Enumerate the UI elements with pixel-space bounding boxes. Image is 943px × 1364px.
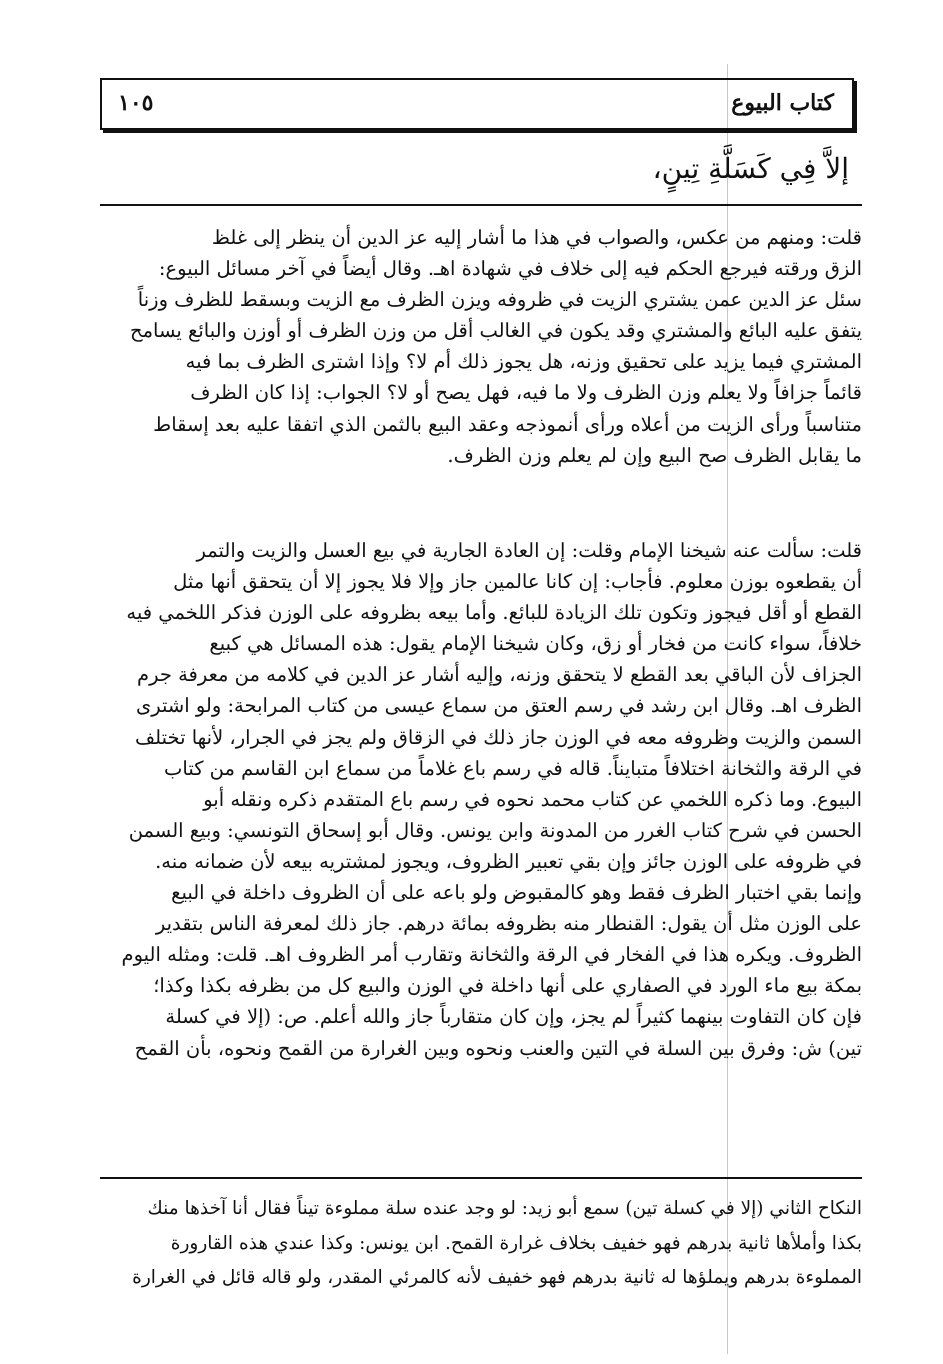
text-line: فإن كان التفاوت بينهما كثيراً لم يجز، وإن كان متقارباً جاز والله أعلم. ص: (إلا في كسلة (165, 1005, 862, 1029)
text-line: الزق ورقته فيرجع الحكم فيه إلى خلاف في شهادة اهـ. وقال أيضاً في آخر مسائل البيوع: (158, 257, 862, 281)
text-line: على الوزن مثل أن يقول: القنطار منه بظروفه بمائة درهم. جاز ذلك لمعرفة الناس بتقدير (155, 912, 862, 936)
footnote (100, 1192, 862, 1296)
page-number: ١٠٥ (118, 90, 154, 116)
text-line: الجزاف لأن الباقي بعد القطع لا يتحقق وزنه، وإليه أشار عز الدين في كلامه من معرفة جرم (137, 663, 862, 687)
text-line: سئل عز الدين عمن يشتري الزيت في ظروفه ويزن الظرف مع الزيت وبسقط للظرف وزناً (137, 288, 862, 312)
text-line: تين) ش: وفرق بين السلة في التين والعنب ونحوه وبين الغرارة من القمح ونحوه، بأن القمح (134, 1036, 862, 1060)
text-line: خلافاً، سواء كانت من فخار أو زق، وكان شيخنا الإمام يقول: هذه المسائل هي كبيع (209, 632, 862, 656)
text-line: قائماً جزافاً ولا يعلم وزن الظرف ولا ما فيه، فهل يصح أو لا؟ الجواب: إذا كان الظرف (190, 381, 862, 405)
text-line: الظرف اهـ. وقال ابن رشد في رسم العتق من سماع عيسى من كتاب المرابحة: ولو اشترى (135, 694, 862, 718)
text-line: المشتري فيما يزيد على تحقيق وزنه، هل يجوز ذلك أم لا؟ وإذا اشترى الظرف بما فيه (185, 350, 862, 374)
chapter-title: كتاب البيوع (731, 90, 834, 116)
footnote-line: بكذا وأملأها ثانية بدرهم فهو خفيف بخلاف غرارة القمح. ابن يونس: وكذا عندي هذه القارورة (170, 1232, 862, 1254)
text-line: قلت: سألت عنه شيخنا الإمام وقلت: إن العادة الجارية في بيع العسل والزيت والتمر (196, 539, 862, 562)
text-line: الظروف. ويكره هذا في الفخار في الرقة والثخانة وتقارب أمر الظروف اهـ. قلت: ومثله اليوم (121, 943, 862, 967)
commentary-paragraph-1 (100, 222, 862, 471)
commentary-paragraph-2 (100, 535, 862, 1064)
text-line: البيوع. وما ذكره اللخمي عن كتاب محمد نحوه في رسم باع المتقدم ذكره ونقله أبو (203, 787, 862, 811)
text-line: أن يقطعوه بوزن معلوم. فأجاب: إن كانا عالمين جاز وإلا فلا يجوز إلا أن يتحقق أنها مثل (173, 570, 862, 594)
matn-text: إلاَّ فِي كَسَلَّةِ تِينٍ، (652, 152, 849, 185)
text-line: في ظروفه على الوزن جائز وإن بقي تعبير الظروف، ويجوز لمشتريه بيعه لأن ضمانه منه. (155, 849, 862, 873)
text-line: القطع أو أقل فيجوز وتكون تلك الزيادة للبائع. وأما بيعه بظروفه على الوزن فذكر اللخمي فيه (126, 601, 862, 625)
footnote-divider (100, 1177, 862, 1179)
text-line: يتفق عليه البائع والمشتري وقد يكون في الغالب أقل من وزن الظرف أو أوزن والبائع يسامح (129, 319, 862, 343)
text-line: قلت: ومنهم من عكس، والصواب في هذا ما أشار إليه عز الدين أن ينظر إلى غلظ (211, 226, 862, 249)
text-line: متناسباً ورأى الزيت من أعلاه ورأى أنموذجه وعقد البيع بالثمن الذي اتفقا عليه بعد إسقاط (153, 412, 862, 436)
text-line: الحسن في شرح كتاب الغرر من المدونة وابن يونس. وقال أبو إسحاق التونسي: وبيع السمن (128, 818, 862, 842)
text-line: في الرقة والثخانة اختلافاً متبايناً. قاله في رسم باع غلاماً من سماع ابن القاسم من كتاب (164, 756, 862, 780)
footnote-line: النكاح الثاني (إلا في كسلة تين) سمع أبو زيد: لو وجد عنده سلة مملوءة تيناً فقال أنا آخذها منك (147, 1198, 862, 1219)
text-line: ما يقابل الظرف صح البيع وإن لم يعلم وزن الظرف. (447, 443, 862, 467)
matn-divider (100, 204, 862, 206)
footnote-line: المملوءة بدرهم ويملؤها له ثانية بدرهم فهو خفيف لأنه كالمرئي المقدر، ولو قاله قائل في الغرارة (132, 1267, 862, 1288)
text-line: بمكة بيع ماء الورد في الصفاري على أنها داخلة في الوزن والبيع كل من بظرفه بكذا وكذا؛ (153, 974, 862, 998)
page-header (100, 78, 854, 130)
text-line: وإنما بقي اختبار الظرف فقط وهو كالمقبوض ولو باعه على أن الظروف داخلة في البيع (171, 881, 862, 905)
text-line: السمن والزيت وظروفه معه في الوزن جاز ذلك في الزقاق ولم يجز في الجرار، لأنها تختلف (135, 725, 862, 749)
